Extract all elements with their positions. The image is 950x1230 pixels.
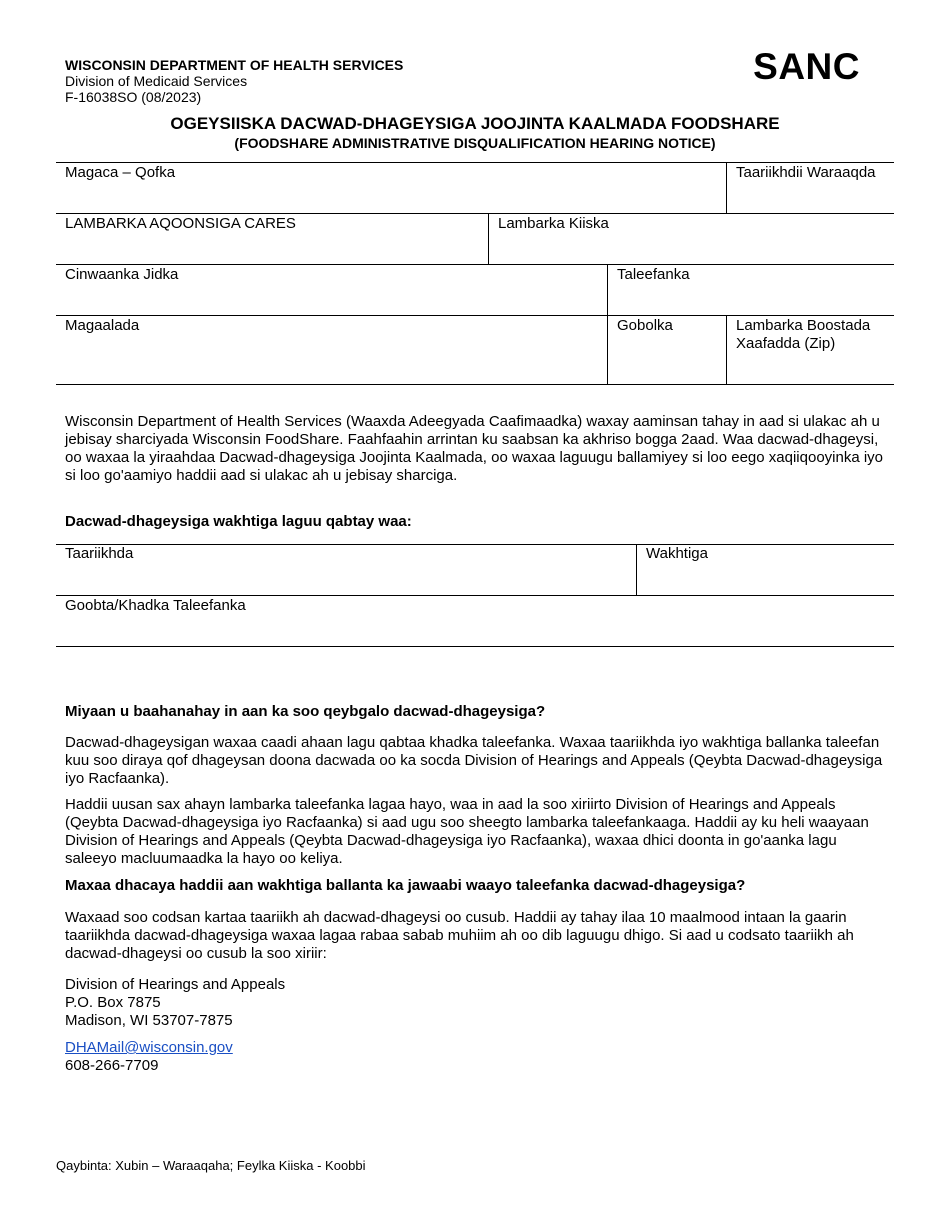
case-number-field[interactable]: Lambarka Kiiska [498,215,609,232]
attendance-paragraph-1: Dacwad-dhageysigan waxaa caadi ahaan lagu qabtaa khadka taleefanka. Waxaa taariikhda iyo wakhtiga ballanka taleefan kuu soo diraya qof dhageysan doona dacwada oo ka socda Division of Hearings and Appeals (Qeybta Dacwad-dhageysiga iyo Racfaanka). [65,734,883,787]
contact-details [65,1039,885,1075]
contact-address [65,976,885,1030]
contact-po-box: P.O. Box 7875 [65,994,161,1011]
zip-label-line1: Lambarka Boostada [736,317,871,334]
page-subtitle: (FOODSHARE ADMINISTRATIVE DISQUALIFICATION HEARING NOTICE) [234,135,716,151]
zip-label-line2: Xaafadda (Zip) [736,335,836,352]
attendance-heading: Miyaan u baahanahay in aan ka soo qeybgalo dacwad-dhageysiga? [65,703,546,720]
contact-email-link[interactable]: DHAMail@wisconsin.gov [65,1039,233,1056]
notice-date-field[interactable]: Taariikhdii Waraaqda [736,164,876,181]
contact-org: Division of Hearings and Appeals [65,976,286,993]
hearing-date-field[interactable]: Taariikhda [65,545,134,562]
intro-paragraph: Wisconsin Department of Health Services (Waaxda Adeegyada Caafimaadka) waxay aaminsan tahay in aad si ulakac ah u jebisay sharciyada Wisconsin FoodShare. Faahfaahin arrintan ku saabsan ka akhriso bogga 2aad. Waa dacwad-dhageysi, oo waxaa la yiraahdaa Dacwad-dhageysiga Joojinta Kaalmada, oo waxaa laguugu ballamiyey si loo eego xaqiiqooyinka iyo si loo go'aamiyo haddii aad si ulakac ah u jebisay sharciga. [65,413,884,484]
street-address-field[interactable]: Cinwaanka Jidka [65,266,179,283]
cares-number-field[interactable]: LAMBARKA AQOONSIGA CARES [65,215,296,232]
zip-field[interactable] [736,317,870,353]
missed-call-paragraph: Waxaad soo codsan kartaa taariikh ah dacwad-dhageysi oo cusub. Haddii ay tahay ilaa 10 maalmood intaan la gaarin taariikhda dacwad-dhageysiga waxaa lagaa rabaa sabab muhiim ah oo dib laguugu dhigo. Si aad u codsato taariikh ah dacwad-dhageysi oo cusub la soo xiriir: [65,909,854,962]
hearing-time-field[interactable]: Wakhtiga [646,545,708,562]
phone-field[interactable]: Taleefanka [617,266,690,283]
agency-name: WISCONSIN DEPARTMENT OF HEALTH SERVICES [65,57,404,73]
form-code: SANC [753,46,860,87]
state-field[interactable]: Gobolka [617,317,673,334]
attendance-paragraph-2: Haddii uusan sax ahayn lambarka taleefanka lagaa hayo, waa in aad la soo xiriirto Division of Hearings and Appeals (Qeybta Dacwad-dhageysiga iyo Racfaanka) si aad ugu soo sheegto lambarka taleefankaaga. Haddii ay ku heli waayaan Division of Hearings and Appeals (Qeybta Dacwad-dhageysiga iyo Racfaanka), waxaa dhici doonta in go'aanka lagu saleeyo macluumaadka la hayo oo keliya. [65,796,869,867]
division-name: Division of Medicaid Services [65,73,248,89]
hearing-location-field[interactable]: Goobta/Khadka Taleefanka [65,597,246,614]
contact-city: Madison, WI 53707-7875 [65,1012,233,1029]
contact-phone: 608-266-7709 [65,1057,159,1074]
name-field[interactable]: Magaca – Qofka [65,164,176,181]
page-title: OGEYSIISKA DACWAD-DHAGEYSIGA JOOJINTA KAALMADA FOODSHARE [170,114,780,133]
form-number: F-16038SO (08/2023) [65,89,202,105]
missed-call-heading: Maxaa dhacaya haddii aan wakhtiga ballanta ka jawaabi waayo taleefanka dacwad-dhageysiga? [65,877,746,894]
hearing-heading: Dacwad-dhageysiga wakhtiga laguu qabtay waa: [65,513,412,530]
distribution-footer: Qaybinta: Xubin – Waraaqaha; Feylka Kiiska - Koobbi [56,1158,366,1173]
city-field[interactable]: Magaalada [65,317,140,334]
